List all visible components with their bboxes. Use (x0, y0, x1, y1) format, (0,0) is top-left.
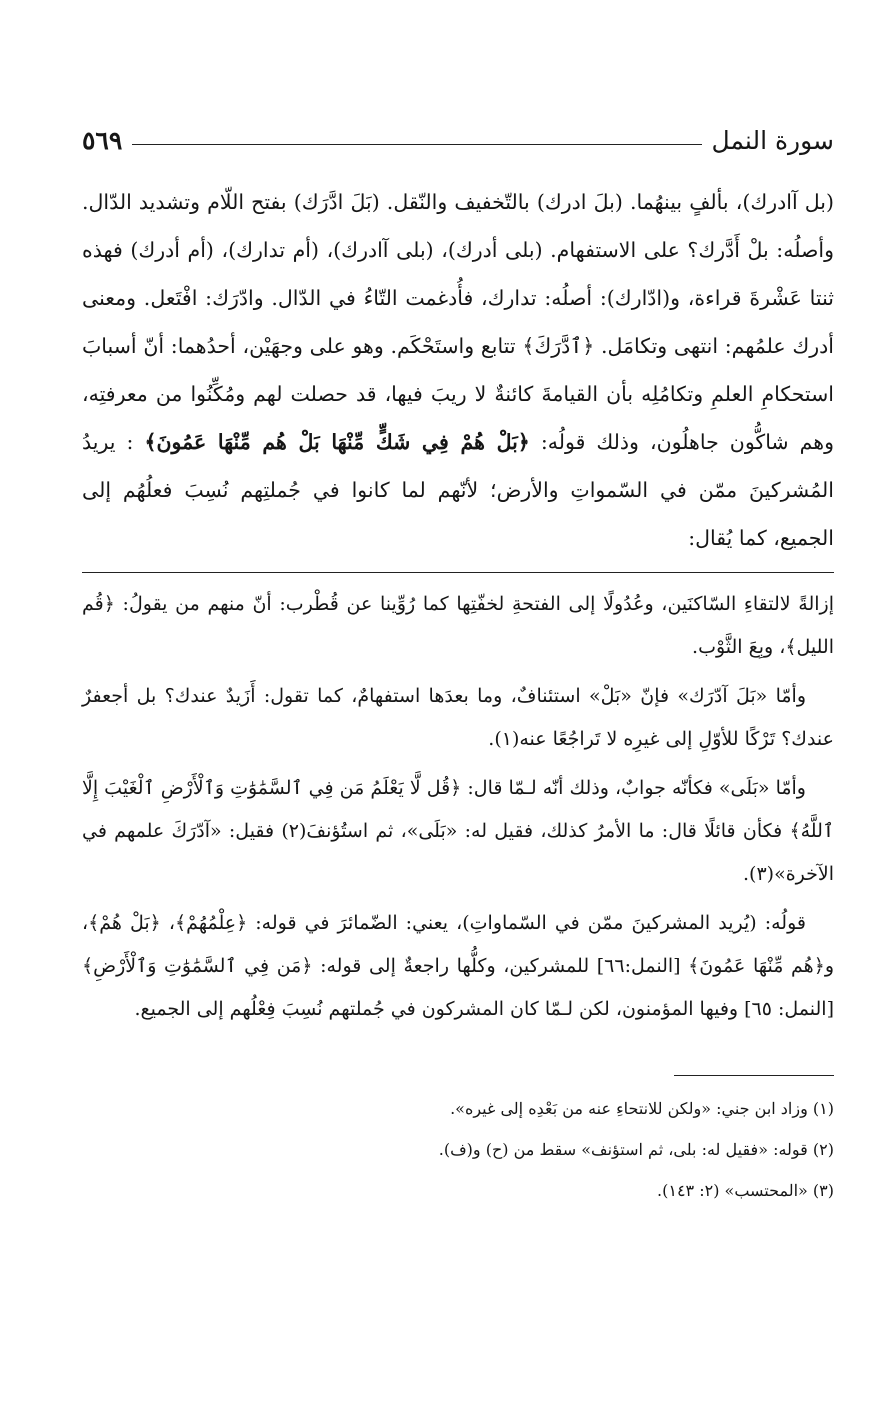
page-header (82, 110, 834, 170)
surah-title: سورة النمل (711, 125, 834, 155)
header-rule (132, 144, 701, 145)
commentary-paragraph-2: وأمّا «بَلَ آدّرَك» فإنّ «بَلْ» استئنافٌ، وما بعدَها استفهامٌ، كما تقول: أَزَيدٌ عندك؟ بل أجعفرٌ عندك؟ تَرْكًا للأوّلِ إلى غيرِه لا تَراجُعًا عنه(١). (82, 685, 834, 750)
page-number: ٥٦٩ (82, 125, 123, 155)
main-text-tail: : يريدُ المُشركينَ ممّن في السّمواتِ والأرض؛ لأنّهم لما كانوا في جُملتِهم نُسِبَ فعلُهُم إلى الجميع، كما يُقال: (82, 430, 834, 550)
footnote-1: (١) وزاد ابن جني: «ولكن للانتحاءِ عنه من بَعْدِه إلى غيره». (450, 1099, 834, 1118)
commentary-paragraph-4: قولُه: (يُريد المشركينَ ممّن في السّماواتِ)، يعني: الضّمائرَ في قوله: ﴿عِلْمُهُمْ﴾، ﴿بَلْ هُمْ﴾، و﴿هُم مِّنْهَا عَمُونَ﴾ [النمل:٦٦] للمشركين، وكلُّها راجعةٌ إلى قوله: ﴿مَن فِي ٱلسَّمَٰوَٰتِ وَٱلْأَرْضِ﴾ [النمل: ٦٥] وفيها المؤمنون، لكن لـمّا كان المشركون في جُملتهم نُسِبَ فِعْلُهم إلى الجميع. (82, 912, 834, 1020)
main-text-body: (بل آادرك)، بألفٍ بينهُما. (بلَ ادرك) بالتّخفيف والنّقل. (بَلَ ادَّرَك) بفتح اللّام وتشديد الدّال. وأصلُه: بلْ أَدَّرك؟ على الاستفهام. (بلى أدرك)، (بلى آادرك)، (أم تدارك)، (أم أدرك) فهذه ثنتا عَشْرةَ قراءة، و(ادّارك): أصلُه: تدارك، فأُدغمت التّاءُ في الدّال. وادّرَك: افْتَعل. ومعنى أدرك علمُهم: انتهى وتكامَل. ﴿ٱدَّرَكَ﴾ تتابع واستَحْكَم. وهو على وجهَيْن، أحدُهما: أنّ أسبابَ استحكامِ العلمِ وتكامُلِه بأن القيامةَ كائنةٌ لا ريبَ فيها، قد حصلت لهم ومُكِّنُوا من معرفتِه، وهم شاكُّون جاهلُون، وذلك قولُه: (82, 190, 834, 454)
commentary (82, 583, 834, 1031)
quran-verse: ﴿بَلْ هُمْ فِي شَكٍّ مِّنْهَا بَلْ هُم مِّنْهَا عَمُونَ﴾ (144, 430, 530, 454)
footnote-separator (674, 1075, 834, 1076)
footnotes (82, 1088, 834, 1211)
book-page (82, 110, 834, 1211)
commentary-paragraph-3: وأمّا «بَلَى» فكأنّه جوابٌ، وذلك أنّه لـمّا قال: ﴿قُل لَّا يَعْلَمُ مَن فِي ٱلسَّمَٰوَٰتِ وَٱلْأَرْضِ ٱلْغَيْبَ إِلَّا ٱللَّهُ﴾ فكأن قائلًا قال: ما الأمرُ كذلك، فقيل له: «بَلَى»، ثم استُؤنفَ(٢) فقيل: «آدّرَكَ علمهم في الآخرة»(٣). (82, 777, 835, 885)
footnote-3: (٣) «المحتسب» (٢: ١٤٣). (657, 1181, 834, 1200)
commentary-paragraph-1: إزالةً لالتقاءِ السّاكنَين، وعُدُولًا إلى الفتحةِ لخفّتِها كما رُوِّينا عن قُطْرب: أنّ منهم من يقولُ: ﴿قُم الليل﴾، وبِعَ الثَّوْب. (82, 593, 834, 658)
main-paragraph (82, 178, 834, 562)
footnote-2: (٢) قوله: «فقيل له: بلى، ثم استؤنف» سقط من (ح) و(ف). (438, 1140, 834, 1159)
main-separator (82, 572, 834, 573)
main-text (82, 178, 834, 562)
